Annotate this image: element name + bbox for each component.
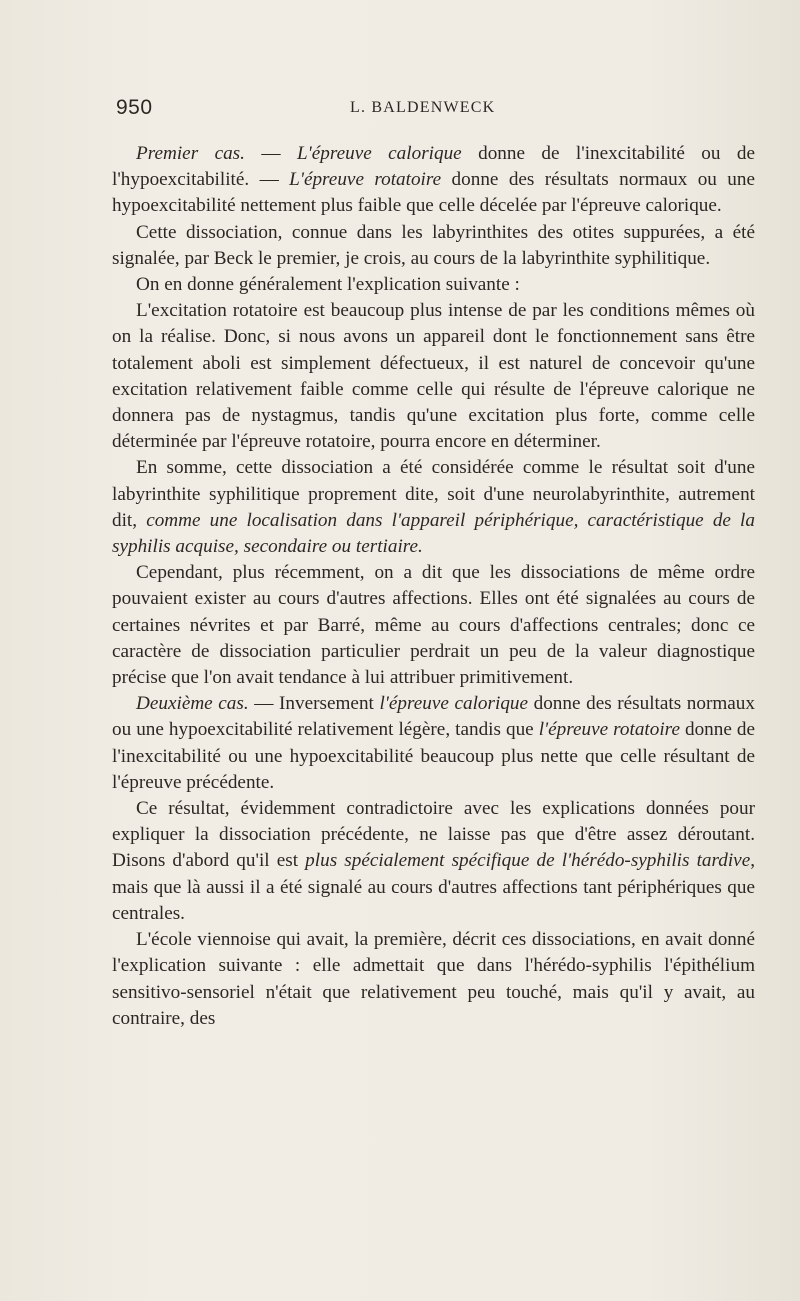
italic-text: l'épreuve calorique <box>379 693 529 715</box>
paragraph <box>112 796 755 927</box>
italic-text: Premier cas. <box>136 143 245 164</box>
paragraph <box>112 455 755 560</box>
paragraph <box>112 691 755 796</box>
text-segment: — Inversement <box>248 693 380 715</box>
text-segment: Cette dissociation, connue dans les labyrinthites des otites suppurées, a été signalée, par Beck le premier, je crois, au cours de la labyrinthite syphilitique. <box>112 221 755 269</box>
paragraph <box>112 272 755 298</box>
running-head: L. BALDENWECK <box>350 99 496 116</box>
paragraph <box>112 927 755 1032</box>
text-segment: Ce résultat, évidemment contradictoire avec les explications données pour expliquer la dissociation précédente, ne laisse pas que d'être assez déroutant. Disons d'abord qu'il est <box>112 798 755 872</box>
paragraph <box>112 298 755 455</box>
text-segment: En somme, cette dissociation a été considérée comme le résultat soit d'une labyrinthite syphilitique proprement dite, soit d'une neurolabyrinthite, autrement dit, <box>112 457 755 531</box>
text-segment: L'école viennoise qui avait, la première, décrit ces dissociations, en avait donné l'explication suivante : elle admettait que dans l'hérédo-syphilis l'épithélium sensitivo-sensoriel n'était que relativement peu touché, mais qu'il y avait, au contraire, des <box>112 929 755 1029</box>
text-segment: L'excitation rotatoire est beaucoup plus intense de par les conditions mêmes où on la réalise. Donc, si nous avons un appareil dont le fonctionnement sans être totalement aboli est simplement défectueux, il est naturel de concevoir qu'une excitation relativement faible comme celle qui résulte de l'épreuve calorique ne donnera pas de nystagmus, tandis qu'une excitation plus forte, comme celle déterminée par l'épreuve rotatoire, pourra encore en déterminer. <box>112 300 755 453</box>
italic-text: comme une localisation dans l'appareil périphérique, caractéristique de la syphilis acquise, secondaire ou tertiaire. <box>112 509 755 558</box>
paragraph <box>112 220 755 272</box>
paragraph <box>112 560 755 691</box>
italic-text: Deuxième cas. <box>136 693 249 715</box>
text-segment: donne de l'inexcitabilité ou de l'hypoexcitabilité. — <box>112 143 756 191</box>
paragraph <box>112 141 755 220</box>
text-segment: — <box>244 143 297 164</box>
text-segment: donne des résultats normaux ou une hypoexcitabilité nettement plus faible que celle décelée par l'épreuve calorique. <box>112 169 755 217</box>
page-header <box>110 96 755 126</box>
text-segment: , mais que là aussi il a été signalé au cours d'autres affections tant périphériques que centrales. <box>112 850 756 924</box>
text-segment: donne de l'inexcitabilité ou une hypoexcitabilité beaucoup plus nette que celle résultant de l'épreuve précédente. <box>112 719 755 793</box>
text-segment: donne des résultats normaux ou une hypoexcitabilité relativement légère, tandis que <box>112 693 755 741</box>
body-text <box>112 141 755 1032</box>
page-number: 950 <box>116 96 153 119</box>
italic-text: L'épreuve calorique <box>296 143 462 164</box>
italic-text: plus spécialement spécifique de l'hérédo-syphilis tardive <box>305 850 751 872</box>
italic-text: L'épreuve rotatoire <box>289 169 442 191</box>
italic-text: l'épreuve rotatoire <box>538 719 680 741</box>
text-segment: Cependant, plus récemment, on a dit que les dissociations de même ordre pouvaient exister au cours d'autres affections. Elles ont été signalées au cours de certaines névrites et par Barré, même au cours d'affections centrales; donc ce caractère de dissociation particulier perdrait un peu de la valeur diagnostique précise que l'on avait tendance à lui attribuer primitivement. <box>112 562 755 689</box>
text-segment: On en donne généralement l'explication suivante : <box>136 274 520 296</box>
